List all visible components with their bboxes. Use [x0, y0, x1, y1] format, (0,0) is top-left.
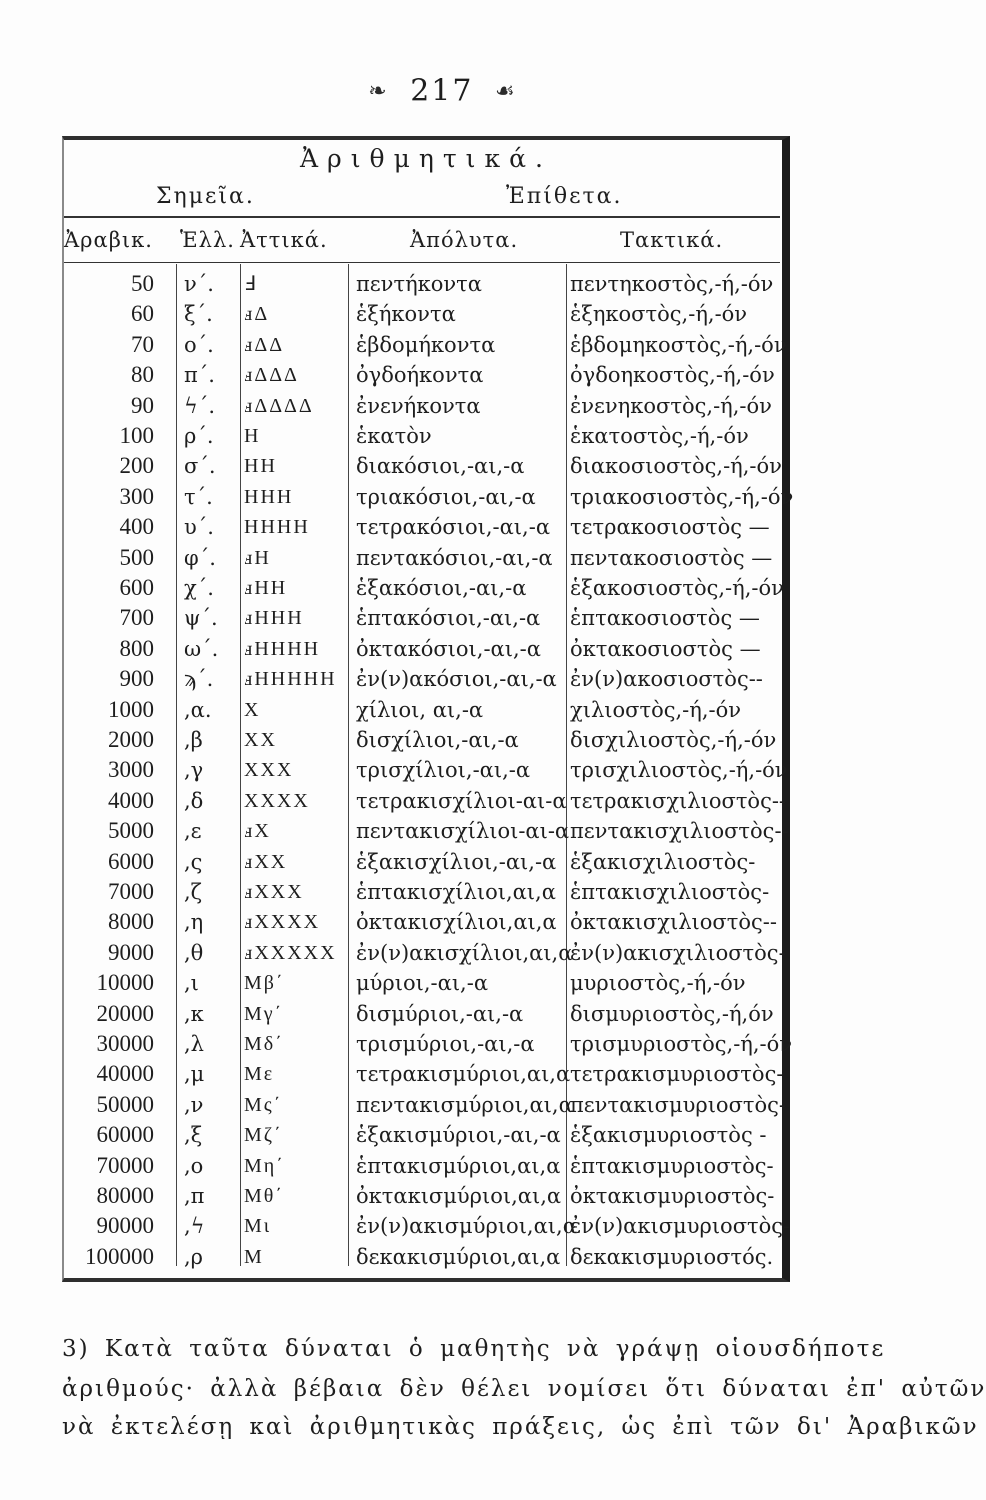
cardinal-word: ἑκατὸν [356, 424, 432, 448]
arabic-numeral: 60000 [96, 1122, 154, 1148]
arabic-numeral: 40000 [96, 1061, 154, 1087]
greek-numeral: ,λ [184, 1032, 204, 1056]
table-row [64, 602, 780, 634]
attic-numeral: Μβ΄ [244, 972, 285, 995]
cardinal-word: τρισμύριοι,-αι,-α [356, 1032, 535, 1056]
ordinal-word: ἑξηκοστὸς,-ή,-όν [570, 302, 748, 327]
cardinal-word: διακόσιοι,-αι,-α [356, 454, 525, 479]
attic-numeral: ⅎΔΔΔΔ [244, 394, 314, 417]
cardinal-word: ἑξακισμύριοι,-αι,-α [356, 1123, 561, 1148]
table-row [64, 1150, 780, 1182]
page-number: 217 [410, 73, 474, 109]
attic-numeral: ΗΗ [244, 455, 277, 478]
ordinal-word: ἐν(ν)ακοσιοστὸς-- [570, 667, 763, 692]
column-header-greek: Ἑλλ. [180, 228, 235, 252]
attic-numeral: ⅎΔ [244, 303, 270, 326]
arabic-numeral: 9000 [108, 939, 154, 965]
arabic-numeral: 100 [119, 423, 154, 448]
arabic-numeral: 90000 [96, 1213, 154, 1239]
arabic-numeral: 600 [119, 575, 154, 600]
ordinal-word: ὀγδοηκοστὸς,-ή,-όν [570, 363, 775, 388]
arabic-numeral: 100000 [85, 1243, 154, 1269]
ordinal-word: ἑβδομηκοστὸς,-ή,-όν [570, 332, 787, 357]
table-row [64, 1028, 793, 1060]
arabic-numeral: 400 [119, 514, 154, 540]
greek-numeral: ψ΄. [184, 606, 218, 631]
greek-numeral: ο΄. [184, 332, 214, 357]
column-header-attic: Ἀττικά. [240, 228, 328, 252]
greek-numeral: σ΄. [184, 454, 216, 479]
attic-numeral: ⅎΧΧ [244, 850, 288, 873]
cardinal-word: ὀγδοήκοντα [356, 363, 484, 388]
attic-numeral: ΧΧΧΧ [244, 789, 310, 812]
ordinal-word: τρισχιλιοστὸς,-ή,-όν [570, 758, 788, 783]
greek-numeral: ,ξ [184, 1123, 203, 1148]
table-row [64, 298, 780, 330]
arabic-numeral: 6000 [108, 848, 154, 874]
table-row [64, 329, 787, 361]
greek-numeral: ,ν [184, 1092, 204, 1117]
arabic-numeral: 700 [119, 605, 154, 631]
table-row [64, 1119, 780, 1151]
cardinal-word: μύριοι,-αι,-α [356, 971, 489, 996]
arabic-numeral: 90 [131, 392, 154, 418]
header-divider [64, 216, 780, 218]
arabic-numeral: 70000 [96, 1152, 154, 1178]
greek-numeral: ϡ΄. [184, 667, 214, 692]
ordinal-word: πεντακισμυριοστὸς- [570, 1092, 787, 1117]
cardinal-word: ἑπτακόσιοι,-αι,-α [356, 606, 541, 631]
greek-numeral: ω΄. [184, 636, 219, 661]
arabic-numeral: 3000 [108, 757, 154, 783]
greek-numeral: π΄. [184, 363, 215, 388]
greek-numeral: ,ε [184, 819, 202, 844]
ordinal-word: χιλιοστὸς,-ή,-όν [570, 697, 742, 722]
table-row [64, 511, 780, 543]
attic-numeral: ⅎΗΗΗΗ [244, 637, 321, 660]
greek-numeral: χ΄. [184, 576, 214, 600]
table-row [64, 694, 780, 726]
cardinal-word: ἑξακόσιοι,-αι,-α [356, 576, 527, 600]
arabic-numeral: 300 [119, 483, 154, 509]
attic-numeral: Μς΄ [244, 1093, 283, 1116]
ordinal-word: πεντακισχιλιοστὸς-- [570, 819, 789, 844]
cardinal-word: πεντήκοντα [356, 272, 482, 296]
table-row [64, 998, 780, 1030]
arabic-numeral: 7000 [108, 879, 154, 904]
arabic-numeral: 8000 [108, 909, 154, 935]
table-title: Ἀριθμητικά. [300, 144, 552, 173]
column-header-divider [64, 262, 780, 263]
paragraph-line: ἀριθμούς· ἀλλὰ βέβαια δὲν θέλει νομίσει ὅτι δύναται ἐπ' αὐτῶν [62, 1376, 986, 1402]
group-heading-adjectives: Ἐπίθετα. [506, 184, 623, 209]
cardinal-word: ἐν(ν)ακόσιοι,-αι,-α [356, 667, 557, 692]
arabic-numeral: 500 [119, 544, 154, 570]
greek-numeral: ν΄. [184, 272, 214, 296]
table-row [64, 268, 780, 300]
arabic-numeral: 200 [119, 453, 154, 479]
column-header-cardinal: Ἀπόλυτα. [410, 228, 519, 252]
arabic-numeral: 20000 [96, 1000, 154, 1026]
ordinal-word: ὀκτακισμυριοστὸς- [570, 1184, 775, 1208]
attic-numeral: ΗΗΗΗ [244, 516, 310, 539]
table-row [64, 359, 780, 391]
cardinal-word: ἐν(ν)ακισχίλιοι,αι,α [356, 940, 573, 965]
group-heading-signs: Σημεῖα. [156, 184, 255, 209]
attic-numeral: ΧΧΧ [244, 759, 294, 782]
table-row [64, 754, 788, 786]
attic-numeral: ⅎΧ [244, 820, 271, 843]
cardinal-word: ἑξακισχίλιοι,-αι,-α [356, 849, 557, 874]
arabic-numeral: 800 [119, 635, 154, 661]
attic-numeral: Μδ΄ [244, 1033, 284, 1055]
ordinal-word: ἑξακισμυριοστὸς - [570, 1123, 767, 1148]
greek-numeral: ,π [184, 1184, 205, 1208]
ornament-right-icon: ☙ [495, 78, 517, 104]
cardinal-word: ἐνενήκοντα [356, 393, 481, 418]
cardinal-word: τρισχίλιοι,-αι,-α [356, 758, 531, 783]
greek-numeral: ,η [184, 910, 204, 935]
attic-numeral: ⅎΗΗ [244, 577, 288, 599]
ordinal-word: τετρακισμυριοστὸς- [570, 1062, 784, 1087]
table-row [64, 906, 780, 938]
table-row [64, 1089, 787, 1121]
arabic-numeral: 80000 [96, 1183, 154, 1208]
arabic-numeral: 900 [119, 666, 154, 692]
attic-numeral: Χ [244, 698, 261, 721]
ordinal-word: ἑξακισχιλιοστὸς- [570, 849, 756, 874]
attic-numeral: Μζ΄ [244, 1124, 283, 1147]
arabic-numeral: 4000 [108, 787, 154, 813]
cardinal-word: πεντακισχίλιοι-αι-α [356, 819, 570, 844]
table-row [64, 1241, 780, 1273]
cardinal-word: ἑπτακισχίλιοι,αι,α [356, 880, 556, 904]
ordinal-word: ἐνενηκοστὸς,-ή,-όν [570, 393, 772, 418]
attic-numeral: ⅎΗΗΗ [244, 607, 304, 630]
table-row [64, 937, 786, 969]
attic-numeral: ΧΧ [244, 729, 277, 751]
cardinal-word: ἑβδομήκοντα [356, 332, 496, 357]
greek-numeral: ,α. [184, 697, 212, 722]
ordinal-word: ἐν(ν)ακισμυριοστὸς- [570, 1214, 791, 1239]
greek-numeral: φ΄. [184, 545, 216, 570]
table-row [64, 1058, 784, 1090]
ordinal-word: πεντηκοστὸς,-ή,-όν [570, 272, 774, 296]
table-row [64, 420, 780, 452]
table-row [64, 724, 780, 756]
attic-numeral: Μθ΄ [244, 1185, 285, 1207]
greek-numeral: ϟ΄. [184, 393, 216, 418]
column-header-arabic: Ἀραβικ. [64, 228, 153, 252]
ordinal-word: δεκακισμυριοστός. [570, 1244, 774, 1269]
ordinal-word: δισμυριοστὸς,-ή,όν [570, 1001, 774, 1026]
table-row [64, 390, 780, 422]
greek-numeral: υ΄. [184, 515, 214, 540]
ordinal-word: πεντακοσιοστὸς — [570, 545, 773, 570]
attic-numeral: Ⅎ [244, 273, 258, 295]
attic-numeral: Μη΄ [244, 1154, 285, 1177]
cardinal-word: ἑξήκοντα [356, 302, 456, 327]
arabic-numeral: 5000 [108, 818, 154, 844]
arabic-numeral: 50 [131, 271, 154, 296]
cardinal-word: πεντακόσιοι,-αι,-α [356, 545, 553, 570]
ordinal-word: ἑπτακισχιλιοστὸς- [570, 880, 770, 904]
ordinal-word: τετρακοσιοστὸς — [570, 515, 770, 540]
table-row [64, 542, 780, 574]
table-row [64, 815, 789, 847]
arabic-numeral: 2000 [108, 727, 154, 752]
greek-numeral: ξ΄. [184, 302, 213, 327]
ordinal-word: ὀκτακοσιοστὸς — [570, 636, 761, 661]
ordinal-word: ἑξακοσιοστὸς,-ή,-όν [570, 576, 784, 600]
greek-numeral: ρ΄. [184, 424, 214, 448]
cardinal-word: χίλιοι, αι,-α [356, 697, 484, 722]
cardinal-word: τετρακισμύριοι,αι,α [356, 1062, 571, 1087]
greek-numeral: ,ο [184, 1153, 204, 1178]
attic-numeral: Μγ΄ [244, 1002, 284, 1025]
page-header [0, 72, 885, 109]
cardinal-word: ἐν(ν)ακισμύριοι,αι,α [356, 1214, 577, 1239]
paragraph-line: νὰ ἐκτελέσῃ καὶ ἀριθμητικὰς πράξεις, ὡς ἐπὶ τῶν δι' Ἀραβικῶν [62, 1414, 979, 1440]
greek-numeral: ,γ [184, 758, 204, 783]
paragraph-line: 3) Κατὰ ταῦτα δύναται ὁ μαθητὴς νὰ γράψῃ οἱουσδήποτε [62, 1336, 886, 1362]
greek-numeral: τ΄. [184, 484, 213, 509]
arabic-numeral: 10000 [96, 970, 154, 996]
table-row [64, 967, 780, 999]
greek-numeral: ,θ [184, 940, 204, 965]
attic-numeral: ΗΗΗ [244, 485, 294, 508]
ordinal-word: ἑκατοστὸς,-ή,-όν [570, 424, 749, 448]
column-header-ordinal: Τακτικά. [620, 228, 724, 252]
table-row [64, 572, 784, 604]
table-row [64, 785, 787, 817]
arabic-numeral: 80 [131, 362, 154, 388]
cardinal-word: δεκακισμύριοι,αι,α [356, 1244, 561, 1269]
ordinal-word: δισχιλιοστὸς,-ή,-όν [570, 728, 777, 752]
cardinal-word: τριακόσιοι,-αι,-α [356, 484, 536, 509]
greek-numeral: ,ρ [184, 1244, 204, 1269]
greek-numeral: ,κ [184, 1001, 204, 1026]
ordinal-word: ὀκτακισχιλιοστὸς-- [570, 910, 777, 935]
attic-numeral: ⅎΔΔΔ [244, 364, 299, 387]
cardinal-word: τετρακόσιοι,-αι,-α [356, 515, 550, 540]
attic-numeral: ⅎΗ [244, 546, 271, 569]
arabic-numeral: 50000 [96, 1091, 154, 1117]
table-row [64, 481, 794, 513]
arabic-numeral: 70 [131, 331, 154, 357]
attic-numeral: Μι [244, 1215, 272, 1238]
attic-numeral: ⅎΧΧΧ [244, 881, 304, 903]
table-row [64, 450, 780, 482]
cardinal-word: ὀκτακισχίλιοι,αι,α [356, 910, 557, 935]
cardinal-word: πεντακισμύριοι,αι,α [356, 1092, 573, 1117]
attic-numeral: Με [244, 1063, 275, 1086]
table-row [64, 633, 780, 665]
greek-numeral: ,ϟ [184, 1214, 205, 1239]
greek-numeral: ,δ [184, 788, 204, 813]
ordinal-word: ἑπτακοσιοστὸς — [570, 606, 760, 631]
table-row [64, 846, 780, 878]
table-row [64, 876, 780, 908]
ordinal-word: τριακοσιοστὸς,-ή,-όν [570, 484, 794, 509]
attic-numeral: Μ [244, 1245, 264, 1268]
ornament-left-icon: ❧ [368, 78, 389, 104]
attic-numeral: ⅎΧΧΧΧ [244, 911, 321, 934]
attic-numeral: Η [244, 425, 261, 447]
table-row [64, 663, 780, 695]
arabic-numeral: 60 [131, 301, 154, 327]
cardinal-word: ὀκτακισμύριοι,αι,α [356, 1184, 562, 1208]
ordinal-word: τρισμυριοστὸς,-ή,-όν [570, 1032, 793, 1056]
arabic-numeral: 1000 [108, 696, 154, 722]
arabic-numeral: 30000 [96, 1031, 154, 1056]
table-row [64, 1180, 780, 1212]
greek-numeral: ,μ [184, 1062, 205, 1087]
cardinal-word: δισχίλιοι,-αι,-α [356, 728, 519, 752]
cardinal-word: δισμύριοι,-αι,-α [356, 1001, 524, 1026]
ordinal-word: τετρακισχιλιοστὸς-- [570, 788, 787, 813]
greek-numeral: ,β [184, 728, 203, 752]
attic-numeral: ⅎΔΔ [244, 333, 285, 356]
attic-numeral: ⅎΧΧΧΧΧ [244, 941, 337, 964]
table-row [64, 1210, 791, 1242]
attic-numeral: ⅎΗΗΗΗΗ [244, 668, 337, 691]
ordinal-word: μυριοστὸς,-ή,-όν [570, 971, 746, 996]
ordinal-word: διακοσιοστὸς,-ή,-όν [570, 454, 782, 479]
greek-numeral: ,ι [184, 971, 199, 996]
cardinal-word: ἑπτακισμύριοι,αι,α [356, 1153, 561, 1178]
ordinal-word: ἐν(ν)ακισχιλιοστὸς- [570, 940, 786, 965]
greek-numeral: ,ς [184, 849, 203, 874]
cardinal-word: ὀκτακόσιοι,-αι,-α [356, 636, 541, 661]
greek-numeral: ,ζ [184, 880, 203, 904]
ordinal-word: ἑπτακισμυριοστὸς- [570, 1153, 774, 1178]
cardinal-word: τετρακισχίλιοι-αι-α [356, 788, 567, 813]
